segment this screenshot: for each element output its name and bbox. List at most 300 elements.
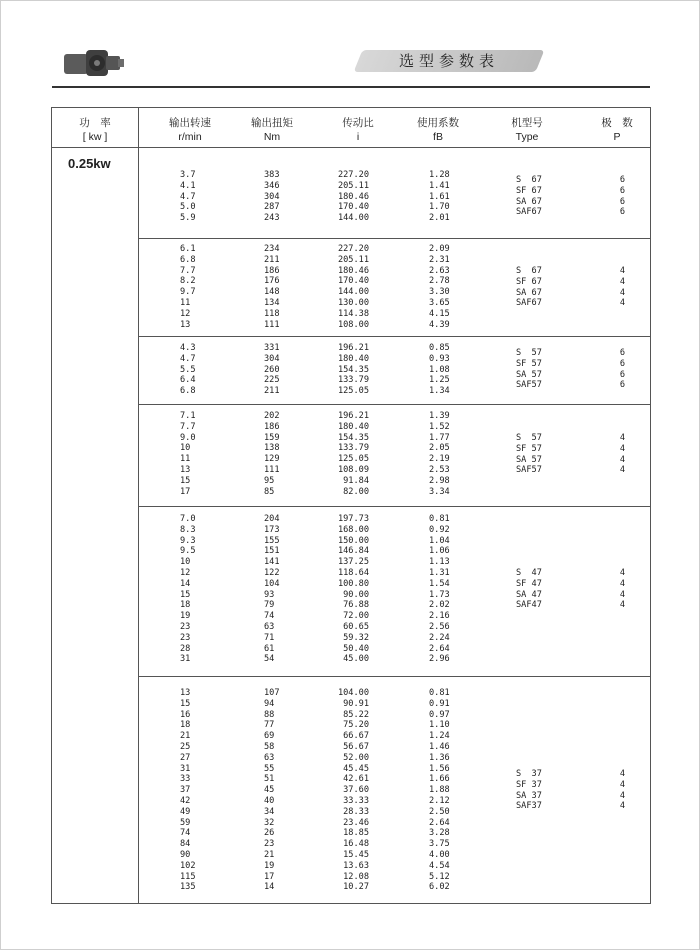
speed-column (180, 170, 220, 224)
torque-value: 51 (264, 774, 275, 785)
speed-value: 15 (180, 475, 191, 486)
speed-value: 8.2 (180, 276, 196, 287)
torque-value: 383 (264, 170, 280, 180)
torque-value: 155 (264, 535, 280, 546)
service-factor-value: 1.54 (429, 578, 450, 589)
ratio-value: 146.84 (337, 546, 369, 557)
model-type: SA 57 (516, 454, 542, 465)
model-type: SF 37 (516, 779, 542, 790)
ratio-value: 180.40 (337, 421, 369, 432)
ratio-value: 33.33 (343, 795, 369, 806)
ratio-value: 104.00 (337, 688, 369, 698)
service-factor-value: 2.64 (429, 643, 450, 654)
service-factor-value: 2.96 (429, 654, 450, 665)
torque-value: 63 (264, 621, 275, 632)
header-factor-en: fB (433, 131, 443, 143)
service-factor-value: 2.02 (429, 600, 450, 611)
torque-value: 95 (264, 475, 275, 486)
speed-value: 21 (180, 731, 191, 742)
ratio-value: 180.40 (337, 353, 369, 364)
torque-value: 204 (264, 514, 280, 524)
speed-value: 27 (180, 752, 191, 763)
torque-value: 26 (264, 828, 275, 839)
speed-value: 7.0 (180, 514, 196, 524)
ratio-column (319, 170, 369, 224)
ratio-value: 45.45 (343, 763, 369, 774)
torque-value: 186 (264, 265, 280, 276)
model-type: S 67 (516, 175, 542, 185)
service-factor-value: 2.64 (429, 817, 450, 828)
table-block (139, 343, 650, 397)
ratio-value: 133.79 (337, 443, 369, 454)
poles-column (609, 175, 625, 218)
service-factor-column (429, 244, 469, 330)
speed-value: 5.9 (180, 213, 196, 224)
speed-value: 11 (180, 297, 191, 308)
table-block (139, 688, 650, 893)
pole-count: 4 (619, 578, 625, 589)
pole-count: 4 (619, 801, 625, 812)
torque-value: 151 (264, 546, 280, 557)
model-type: S 67 (516, 266, 542, 276)
service-factor-value: 3.34 (429, 486, 450, 497)
torque-value: 129 (264, 454, 280, 465)
service-factor-value: 1.34 (429, 386, 450, 397)
speed-value: 102 (180, 860, 196, 871)
service-factor-value: 1.13 (429, 557, 450, 568)
pole-count: 4 (619, 769, 625, 779)
poles-column (609, 348, 625, 391)
ratio-value: 154.35 (337, 364, 369, 375)
model-type: SF 47 (516, 578, 542, 589)
speed-column (180, 411, 220, 497)
speed-value: 6.8 (180, 386, 196, 397)
torque-value: 94 (264, 698, 275, 709)
torque-value: 173 (264, 524, 280, 535)
torque-value: 61 (264, 643, 275, 654)
service-factor-value: 4.00 (429, 849, 450, 860)
table-block (139, 244, 650, 330)
torque-value: 77 (264, 720, 275, 731)
speed-value: 37 (180, 785, 191, 796)
ratio-value: 10.27 (343, 882, 369, 893)
torque-column (264, 170, 304, 224)
torque-value: 122 (264, 567, 280, 578)
ratio-value: 144.00 (337, 213, 369, 224)
pole-count: 6 (619, 369, 625, 380)
service-factor-value: 1.77 (429, 432, 450, 443)
service-factor-value: 6.02 (429, 882, 450, 893)
ratio-value: 66.67 (343, 731, 369, 742)
speed-value: 4.3 (180, 343, 196, 353)
torque-value: 79 (264, 600, 275, 611)
ratio-value: 227.20 (337, 170, 369, 180)
service-factor-value: 1.52 (429, 421, 450, 432)
service-factor-value: 1.41 (429, 180, 450, 191)
speed-value: 33 (180, 774, 191, 785)
torque-value: 141 (264, 557, 280, 568)
block-divider (139, 676, 650, 677)
service-factor-value: 2.98 (429, 475, 450, 486)
ratio-value: 180.46 (337, 265, 369, 276)
speed-value: 74 (180, 828, 191, 839)
ratio-value: 75.20 (343, 720, 369, 731)
pole-count: 6 (619, 380, 625, 391)
pole-count: 6 (619, 348, 625, 358)
header-speed-cn: 输出转速 (169, 117, 211, 129)
ratio-value: 56.67 (343, 741, 369, 752)
service-factor-value: 0.81 (429, 514, 450, 524)
speed-value: 9.3 (180, 535, 196, 546)
speed-value: 9.7 (180, 287, 196, 298)
ratio-value: 144.00 (337, 287, 369, 298)
pole-count: 6 (619, 358, 625, 369)
header-factor-cn: 使用系数 (417, 117, 459, 129)
speed-value: 10 (180, 557, 191, 568)
service-factor-column (429, 688, 469, 893)
service-factor-value: 1.61 (429, 191, 450, 202)
pole-count: 4 (619, 568, 625, 578)
torque-value: 287 (264, 202, 280, 213)
ratio-value: 13.63 (343, 860, 369, 871)
poles-column (609, 433, 625, 476)
model-type: SAF57 (516, 380, 542, 391)
ratio-value: 59.32 (343, 632, 369, 643)
ratio-value: 196.21 (337, 343, 369, 353)
model-type: S 57 (516, 348, 542, 358)
speed-value: 90 (180, 849, 191, 860)
speed-value: 12 (180, 308, 191, 319)
speed-value: 15 (180, 698, 191, 709)
header-power-en: [ kw ] (82, 131, 108, 143)
header-poles-en: P (613, 131, 621, 143)
speed-column (180, 244, 220, 330)
ratio-column (319, 244, 369, 330)
ratio-value: 205.11 (337, 180, 369, 191)
torque-value: 111 (264, 464, 280, 475)
speed-value: 12 (180, 567, 191, 578)
service-factor-value: 1.36 (429, 752, 450, 763)
speed-value: 28 (180, 643, 191, 654)
service-factor-value: 3.30 (429, 287, 450, 298)
service-factor-value: 2.16 (429, 611, 450, 622)
ratio-value: 133.79 (337, 375, 369, 386)
service-factor-value: 2.05 (429, 443, 450, 454)
ratio-value: 114.38 (337, 308, 369, 319)
service-factor-value: 1.08 (429, 364, 450, 375)
service-factor-value: 3.65 (429, 297, 450, 308)
ratio-value: 16.48 (343, 839, 369, 850)
pole-count: 4 (619, 600, 625, 611)
service-factor-value: 4.15 (429, 308, 450, 319)
torque-column (264, 343, 304, 397)
ratio-value: 85.22 (343, 709, 369, 720)
speed-value: 8.3 (180, 524, 196, 535)
power-value: 0.25kw (68, 156, 111, 171)
speed-value: 5.5 (180, 364, 196, 375)
torque-value: 186 (264, 421, 280, 432)
ratio-value: 130.00 (337, 297, 369, 308)
ratio-value: 15.45 (343, 849, 369, 860)
ratio-value: 12.08 (343, 871, 369, 882)
block-divider (139, 506, 650, 507)
speed-value: 7.7 (180, 265, 196, 276)
speed-column (180, 688, 220, 893)
speed-column (180, 514, 220, 665)
speed-value: 10 (180, 443, 191, 454)
service-factor-value: 1.25 (429, 375, 450, 386)
model-type: SF 57 (516, 358, 542, 369)
service-factor-value: 1.88 (429, 785, 450, 796)
service-factor-value: 1.66 (429, 774, 450, 785)
model-type: SAF67 (516, 298, 542, 309)
torque-value: 23 (264, 839, 275, 850)
speed-value: 4.7 (180, 353, 196, 364)
torque-value: 243 (264, 213, 280, 224)
torque-value: 34 (264, 806, 275, 817)
type-column (516, 769, 596, 812)
service-factor-value: 1.46 (429, 741, 450, 752)
pole-count: 6 (619, 175, 625, 185)
torque-value: 63 (264, 752, 275, 763)
service-factor-value: 0.93 (429, 353, 450, 364)
ratio-value: 45.00 (343, 654, 369, 665)
block-divider (139, 238, 650, 239)
type-column (516, 348, 596, 391)
ratio-value: 125.05 (337, 386, 369, 397)
service-factor-value: 2.24 (429, 632, 450, 643)
torque-value: 304 (264, 353, 280, 364)
block-divider (139, 404, 650, 405)
speed-value: 4.1 (180, 180, 196, 191)
header-ratio-cn: 传动比 (342, 117, 374, 129)
speed-value: 9.0 (180, 432, 196, 443)
ratio-value: 170.40 (337, 276, 369, 287)
torque-value: 225 (264, 375, 280, 386)
ratio-value: 196.21 (337, 411, 369, 421)
pole-count: 4 (619, 443, 625, 454)
service-factor-value: 2.31 (429, 254, 450, 265)
header-rule (52, 86, 650, 88)
service-factor-value: 2.12 (429, 795, 450, 806)
speed-value: 6.4 (180, 375, 196, 386)
service-factor-value: 1.56 (429, 763, 450, 774)
service-factor-value: 0.97 (429, 709, 450, 720)
pole-count: 4 (619, 266, 625, 276)
ratio-value: 23.46 (343, 817, 369, 828)
service-factor-value: 5.12 (429, 871, 450, 882)
pole-count: 4 (619, 433, 625, 443)
service-factor-column (429, 514, 469, 665)
block-divider (139, 336, 650, 337)
poles-column (609, 568, 625, 611)
gear-motor-logo (62, 44, 126, 80)
speed-value: 4.7 (180, 191, 196, 202)
model-type: S 37 (516, 769, 542, 779)
service-factor-value: 1.31 (429, 567, 450, 578)
speed-value: 23 (180, 621, 191, 632)
speed-value: 18 (180, 720, 191, 731)
speed-value: 13 (180, 464, 191, 475)
header-poles-cn: 极 数 (601, 117, 633, 129)
service-factor-value: 2.63 (429, 265, 450, 276)
torque-value: 58 (264, 741, 275, 752)
type-column (516, 266, 596, 309)
torque-value: 32 (264, 817, 275, 828)
speed-value: 7.1 (180, 411, 196, 421)
pole-count: 6 (619, 185, 625, 196)
table-block (139, 411, 650, 497)
service-factor-value: 1.06 (429, 546, 450, 557)
ratio-value: 50.40 (343, 643, 369, 654)
service-factor-value: 2.01 (429, 213, 450, 224)
torque-value: 202 (264, 411, 280, 421)
ratio-value: 91.84 (343, 475, 369, 486)
ratio-column (319, 688, 369, 893)
service-factor-value: 1.73 (429, 589, 450, 600)
pole-count: 4 (619, 276, 625, 287)
table-block (139, 514, 650, 665)
ratio-value: 108.09 (337, 464, 369, 475)
torque-value: 118 (264, 308, 280, 319)
header-torque-en: Nm (263, 131, 281, 143)
service-factor-column (429, 170, 469, 224)
model-type: SA 47 (516, 589, 542, 600)
service-factor-column (429, 343, 469, 397)
poles-column (609, 266, 625, 309)
service-factor-value: 4.39 (429, 319, 450, 330)
ratio-value: 137.25 (337, 557, 369, 568)
speed-value: 16 (180, 709, 191, 720)
ratio-value: 168.00 (337, 524, 369, 535)
pole-count: 4 (619, 287, 625, 298)
speed-value: 14 (180, 578, 191, 589)
service-factor-value: 2.50 (429, 806, 450, 817)
speed-value: 31 (180, 763, 191, 774)
service-factor-value: 1.04 (429, 535, 450, 546)
torque-column (264, 244, 304, 330)
poles-column (609, 769, 625, 812)
service-factor-value: 0.81 (429, 688, 450, 698)
ratio-value: 118.64 (337, 567, 369, 578)
speed-value: 31 (180, 654, 191, 665)
ratio-value: 150.00 (337, 535, 369, 546)
ratio-column (319, 411, 369, 497)
speed-value: 6.1 (180, 244, 196, 254)
ratio-value: 90.91 (343, 698, 369, 709)
service-factor-value: 0.91 (429, 698, 450, 709)
torque-column (264, 688, 304, 893)
header-divider (52, 147, 650, 148)
speed-value: 59 (180, 817, 191, 828)
speed-value: 84 (180, 839, 191, 850)
speed-value: 135 (180, 882, 196, 893)
ratio-value: 205.11 (337, 254, 369, 265)
torque-value: 134 (264, 297, 280, 308)
ratio-value: 125.05 (337, 454, 369, 465)
ratio-value: 72.00 (343, 611, 369, 622)
service-factor-value: 2.53 (429, 464, 450, 475)
pole-count: 4 (619, 454, 625, 465)
model-type: SF 67 (516, 185, 542, 196)
ratio-value: 197.73 (337, 514, 369, 524)
pole-count: 4 (619, 779, 625, 790)
speed-value: 17 (180, 486, 191, 497)
torque-value: 14 (264, 882, 275, 893)
ratio-value: 60.65 (343, 621, 369, 632)
service-factor-value: 3.28 (429, 828, 450, 839)
header-power-cn: 功 率 (79, 117, 111, 129)
torque-value: 346 (264, 180, 280, 191)
ratio-value: 42.61 (343, 774, 369, 785)
pole-count: 6 (619, 207, 625, 218)
ratio-value: 52.00 (343, 752, 369, 763)
model-type: SAF47 (516, 600, 542, 611)
speed-value: 15 (180, 589, 191, 600)
torque-column (264, 411, 304, 497)
torque-value: 74 (264, 611, 275, 622)
model-type: S 47 (516, 568, 542, 578)
pole-count: 4 (619, 465, 625, 476)
speed-value: 3.7 (180, 170, 196, 180)
model-type: SA 57 (516, 369, 542, 380)
ratio-value: 76.88 (343, 600, 369, 611)
type-column (516, 568, 596, 611)
service-factor-value: 3.75 (429, 839, 450, 850)
speed-value: 18 (180, 600, 191, 611)
torque-value: 234 (264, 244, 280, 254)
torque-value: 211 (264, 254, 280, 265)
service-factor-value: 1.10 (429, 720, 450, 731)
speed-value: 6.8 (180, 254, 196, 265)
pole-count: 4 (619, 790, 625, 801)
torque-value: 159 (264, 432, 280, 443)
ratio-value: 227.20 (337, 244, 369, 254)
ratio-column (319, 514, 369, 665)
torque-value: 304 (264, 191, 280, 202)
service-factor-value: 4.54 (429, 860, 450, 871)
service-factor-value: 1.24 (429, 731, 450, 742)
torque-value: 138 (264, 443, 280, 454)
model-type: SA 37 (516, 790, 542, 801)
speed-value: 13 (180, 319, 191, 330)
torque-value: 54 (264, 654, 275, 665)
service-factor-value: 1.28 (429, 170, 450, 180)
service-factor-value: 0.92 (429, 524, 450, 535)
speed-value: 9.5 (180, 546, 196, 557)
service-factor-value: 1.70 (429, 202, 450, 213)
torque-value: 260 (264, 364, 280, 375)
ratio-value: 154.35 (337, 432, 369, 443)
model-type: SAF67 (516, 207, 542, 218)
ratio-value: 82.00 (343, 486, 369, 497)
header-type-cn: 机型号 (511, 117, 543, 129)
service-factor-value: 1.39 (429, 411, 450, 421)
ratio-value: 28.33 (343, 806, 369, 817)
service-factor-value: 2.19 (429, 454, 450, 465)
speed-value: 7.7 (180, 421, 196, 432)
model-type: SAF37 (516, 801, 542, 812)
torque-value: 19 (264, 860, 275, 871)
torque-value: 69 (264, 731, 275, 742)
torque-value: 40 (264, 795, 275, 806)
page-title: 选型参数表 (398, 52, 499, 70)
service-factor-value: 2.78 (429, 276, 450, 287)
speed-value: 5.0 (180, 202, 196, 213)
ratio-value: 100.80 (337, 578, 369, 589)
ratio-value: 108.00 (337, 319, 369, 330)
header-torque-cn: 输出扭矩 (251, 117, 293, 129)
